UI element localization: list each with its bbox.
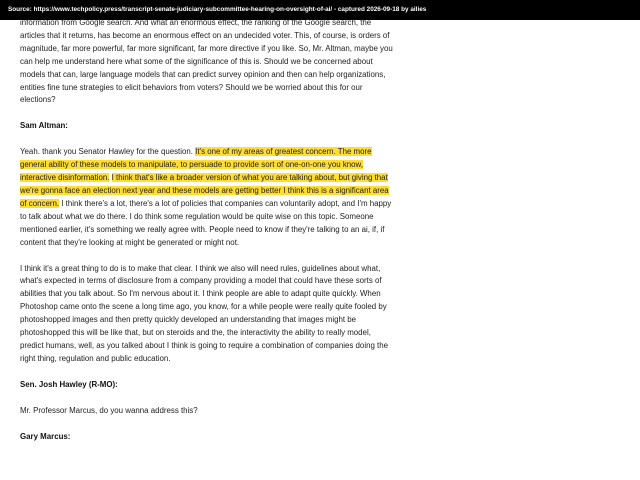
- transcript-paragraph: I think it's a great thing to do is to make that clear. I think we also will need rules, guidelines about what, what's expected in terms of disclosure from a company providing a model that could have these sorts of abilities that you talk about. So I'm nervous about it. I think people are able to adapt quite quickly. When Photoshop came onto the scene a long time ago, you know, for a while people were really quite fooled by photoshopped images and then pretty quickly developed an understanding that images might be photoshopped this will be like that, but on steroids and the, the interactivity the ability to really model, predict humans, well, as you talked about I think is going to require a combination of companies doing the right thing, regulation and public education.: [20, 263, 389, 363]
- speaker-label-sam-altman: Sam Altman:: [20, 121, 68, 131]
- transcript-paragraph-highlighted: [20, 146, 396, 249]
- speaker-label-josh-hawley: Sen. Josh Hawley (R-MO):: [20, 379, 118, 389]
- transcript-paragraph: Mr. Professor Marcus, do you wanna address this?: [20, 405, 198, 415]
- highlighted-text: I think that's like a broader version of what you are talking about, but giving that we're gonna face an election next year and these models are getting better I think this is a significant area of concern.: [20, 173, 389, 208]
- source-caption-text: Source: https://www.techpolicy.press/transcript-senate-judiciary-subcommittee-hearing-on-oversight-of-ai/ - captured 2026-09-18 by ailies: [8, 6, 427, 13]
- speaker-label-gary-marcus: Gary Marcus:: [20, 431, 71, 441]
- transcript-text: I think there's a lot, there's a lot of policies that companies can voluntarily adopt, and I'm happy to talk about what we do there. I do think some regulation would be quite wise on this topic. Someone mentioned earlier, it's something we really agree with. People need to know if they're talking to an ai, if, if content that they're looking at might be generated or might not.: [20, 198, 392, 247]
- transcript-content: [20, 17, 396, 456]
- transcript-paragraph: information from Google search. And what an enormous effect, the ranking of the Google search, the articles that it returns, has become an enormous effect on an undecided voter. This, of course, is orders of magnitude, far more powerful, far more significant, far more directive if you like. So, Mr. Altman, maybe you can help me understand here what some of the significance of this is. Should we be concerned about models that can, large language models that can predict survey opinion and then can help organizations, entities fine tune strategies to elicit behaviors from voters? Should we be worried about this for our elections?: [20, 18, 393, 105]
- transcript-text: Yeah. thank you Senator Hawley for the question.: [20, 147, 196, 157]
- highlighted-text: It's one of my areas of greatest concern. The more general ability of these models to manipulate, to persuade to provide sort of one-on-one you know, interactive disinformation.: [20, 147, 372, 183]
